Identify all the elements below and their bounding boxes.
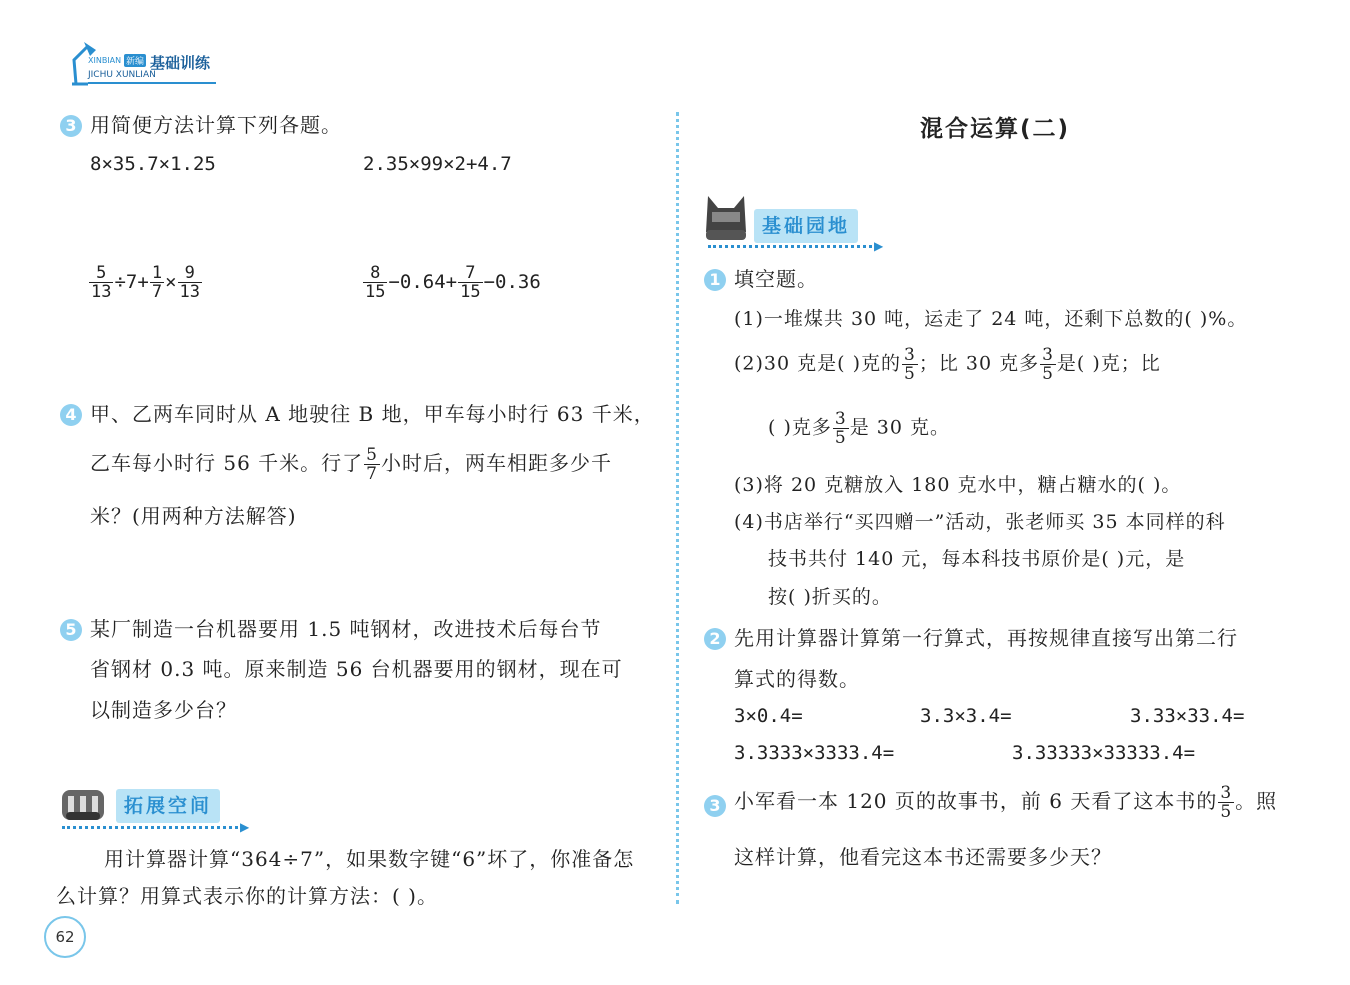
question-4-line2: 乙车每小时行 56 千米。行了 $\frac{5}{7}$ 小时后，两车相距多少千 xyxy=(90,445,612,484)
question-5-line3: 以制造多少台？ xyxy=(90,698,237,722)
logo-title: 基础训练 xyxy=(150,54,211,72)
r-q1-part4-line3: 按( )折买的。 xyxy=(768,586,892,608)
expr-3-2: 2.35×99×2+4.7 xyxy=(363,153,512,175)
page-title: 混合运算(二) xyxy=(920,116,1071,142)
expr-3-4: $\frac{8}{15}$ −0.64+ $\frac{7}{15}$ −0.36 xyxy=(365,263,541,302)
r-q1-part4-line2: 技书共付 140 元，每本科技书原价是( )元，是 xyxy=(768,548,1186,570)
question-3-badge: 3 xyxy=(60,115,82,137)
r-q1-part2: (2)30 克是( )克的 $\frac{3}{5}$ ；比 30 克多 $\frac{3}{5}$ 是( )克；比 xyxy=(734,345,1161,384)
calc-4: 3.3333×3333.4= xyxy=(734,742,895,764)
calc-2: 3.3×3.4= xyxy=(920,705,1012,727)
r-question-1-text: 填空题。 xyxy=(734,267,818,291)
logo-top-text: XINBIAN xyxy=(88,56,122,65)
r-question-2-badge: 2 xyxy=(704,628,726,650)
question-5-badge: 5 xyxy=(60,619,82,641)
section-extend-arrow-icon: ▶ xyxy=(240,820,250,834)
r-question-2-line1: 先用计算器计算第一行算式，再按规律直接写出第二行 xyxy=(734,626,1238,650)
section-basic-underline xyxy=(708,245,878,248)
r-q1-part4-line1: (4)书店举行“买四赠一”活动，张老师买 35 本同样的科 xyxy=(734,511,1226,533)
page-number: 62 xyxy=(44,916,86,958)
question-4-badge: 4 xyxy=(60,404,82,426)
section-basic-arrow-icon: ▶ xyxy=(874,239,884,253)
question-5-line1: 某厂制造一台机器要用 1.5 吨钢材，改进技术后每台节 xyxy=(90,617,602,641)
question-5-line2: 省钢材 0.3 吨。原来制造 56 台机器要用的钢材，现在可 xyxy=(90,657,623,681)
r-question-3-badge: 3 xyxy=(704,795,726,817)
calc-3: 3.33×33.4= xyxy=(1130,705,1245,727)
r-q1-part3: (3)将 20 克糖放入 180 克水中，糖占糖水的( )。 xyxy=(734,474,1182,496)
r-question-3-line2: 这样计算，他看完这本书还需要多少天？ xyxy=(734,845,1112,869)
question-3-text: 用简便方法计算下列各题。 xyxy=(90,113,342,137)
question-4-line3: 米？(用两种方法解答) xyxy=(90,504,297,528)
extend-line2: 么计算？用算式表示你的计算方法：( )。 xyxy=(56,884,438,908)
logo-underline xyxy=(88,82,216,84)
section-basic-label: 基础园地 xyxy=(754,209,858,243)
book-logo xyxy=(66,40,226,88)
r-q1-part1: (1)一堆煤共 30 吨，运走了 24 吨，还剩下总数的( )%。 xyxy=(734,308,1248,330)
logo-bottom-text: JICHU XUNLIAN xyxy=(88,70,156,80)
section-extend-label: 拓展空间 xyxy=(116,789,220,823)
zebra-mascot-icon xyxy=(58,784,108,824)
cat-mascot-icon xyxy=(702,192,750,244)
extend-line1: 用计算器计算“364÷7”，如果数字键“6”坏了，你准备怎 xyxy=(104,847,635,871)
logo-badge: 新编 xyxy=(124,54,146,67)
calc-5: 3.33333×33333.4= xyxy=(1012,742,1196,764)
calc-1: 3×0.4= xyxy=(734,705,803,727)
section-extend-underline xyxy=(62,826,244,829)
r-q1-part2-cont: ( )克多 $\frac{3}{5}$ 是 30 克。 xyxy=(768,409,950,448)
r-question-2-line2: 算式的得数。 xyxy=(734,667,860,691)
expr-3-1: 8×35.7×1.25 xyxy=(90,153,216,175)
expr-3-3: $\frac{5}{13}$ ÷7+ $\frac{1}{7}$ × $\frac{9}{13}$ xyxy=(91,263,200,302)
r-question-3-line1: 小军看一本 120 页的故事书，前 6 天看了这本书的 $\frac{3}{5}$ 。照 xyxy=(734,783,1278,822)
r-question-1-badge: 1 xyxy=(704,269,726,291)
column-divider xyxy=(676,112,679,904)
question-4-line1: 甲、乙两车同时从 A 地驶往 B 地，甲车每小时行 63 千米， xyxy=(90,402,655,426)
